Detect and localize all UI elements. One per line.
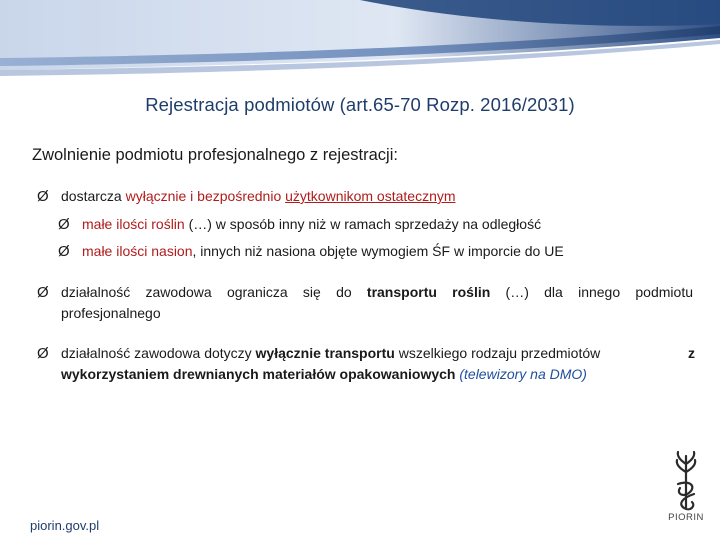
arrow-subbullet-icon: Ø — [58, 216, 70, 233]
bullet-highlight: wyłącznie i bezpośrednio — [125, 188, 282, 204]
bullet-item-line — [61, 364, 587, 385]
header-band — [0, 0, 720, 82]
bullet-item-line: profesjonalnego — [61, 305, 161, 321]
bullet-highlight-underlined: użytkownikom ostatecznym — [285, 188, 456, 204]
arrow-bullet-icon: Ø — [37, 345, 49, 362]
bullet-text: dostarcza — [61, 188, 126, 204]
arrow-bullet-icon: Ø — [37, 188, 49, 205]
footer-website-link[interactable]: piorin.gov.pl — [30, 518, 100, 533]
subbullet-highlight: małe ilości nasion — [82, 243, 193, 259]
bullet-bold: wykorzystaniem drewnianych materiałów opakowaniowych — [61, 366, 456, 382]
subbullet-text: (…) w sposób inny niż w ramach sprzedaży na odległość — [184, 216, 542, 232]
bullet-note: (telewizory na DMO) — [459, 366, 587, 382]
page-title: Rejestracja podmiotów (art.65-70 Rozp. 2016/2031) — [145, 94, 575, 115]
bullet-item-line: działalność zawodowa ogranicza się do transportu roślin (…) dla innego podmiotu — [61, 284, 693, 300]
subbullet-item — [82, 214, 541, 235]
subbullet-text: , innych niż nasiona objęte wymogiem ŚF w imporcie do UE — [192, 243, 564, 259]
bullet-bold: wyłącznie transportu — [255, 345, 395, 361]
arrow-bullet-icon: Ø — [37, 284, 49, 301]
bullet-item-line: działalność zawodowa dotyczy wyłącznie transportu wszelkiego rodzaju przedmiotów z — [61, 345, 695, 361]
arrow-subbullet-icon: Ø — [58, 243, 70, 260]
logo-wordmark: PIORIN — [668, 512, 704, 523]
subbullet-item — [82, 241, 564, 262]
bullet-item — [61, 186, 456, 207]
section-subtitle: Zwolnienie podmiotu profesjonalnego z rejestracji: — [32, 146, 398, 164]
subbullet-highlight: małe ilości roślin — [82, 216, 185, 232]
bullet-bold: transportu roślin — [366, 284, 491, 300]
